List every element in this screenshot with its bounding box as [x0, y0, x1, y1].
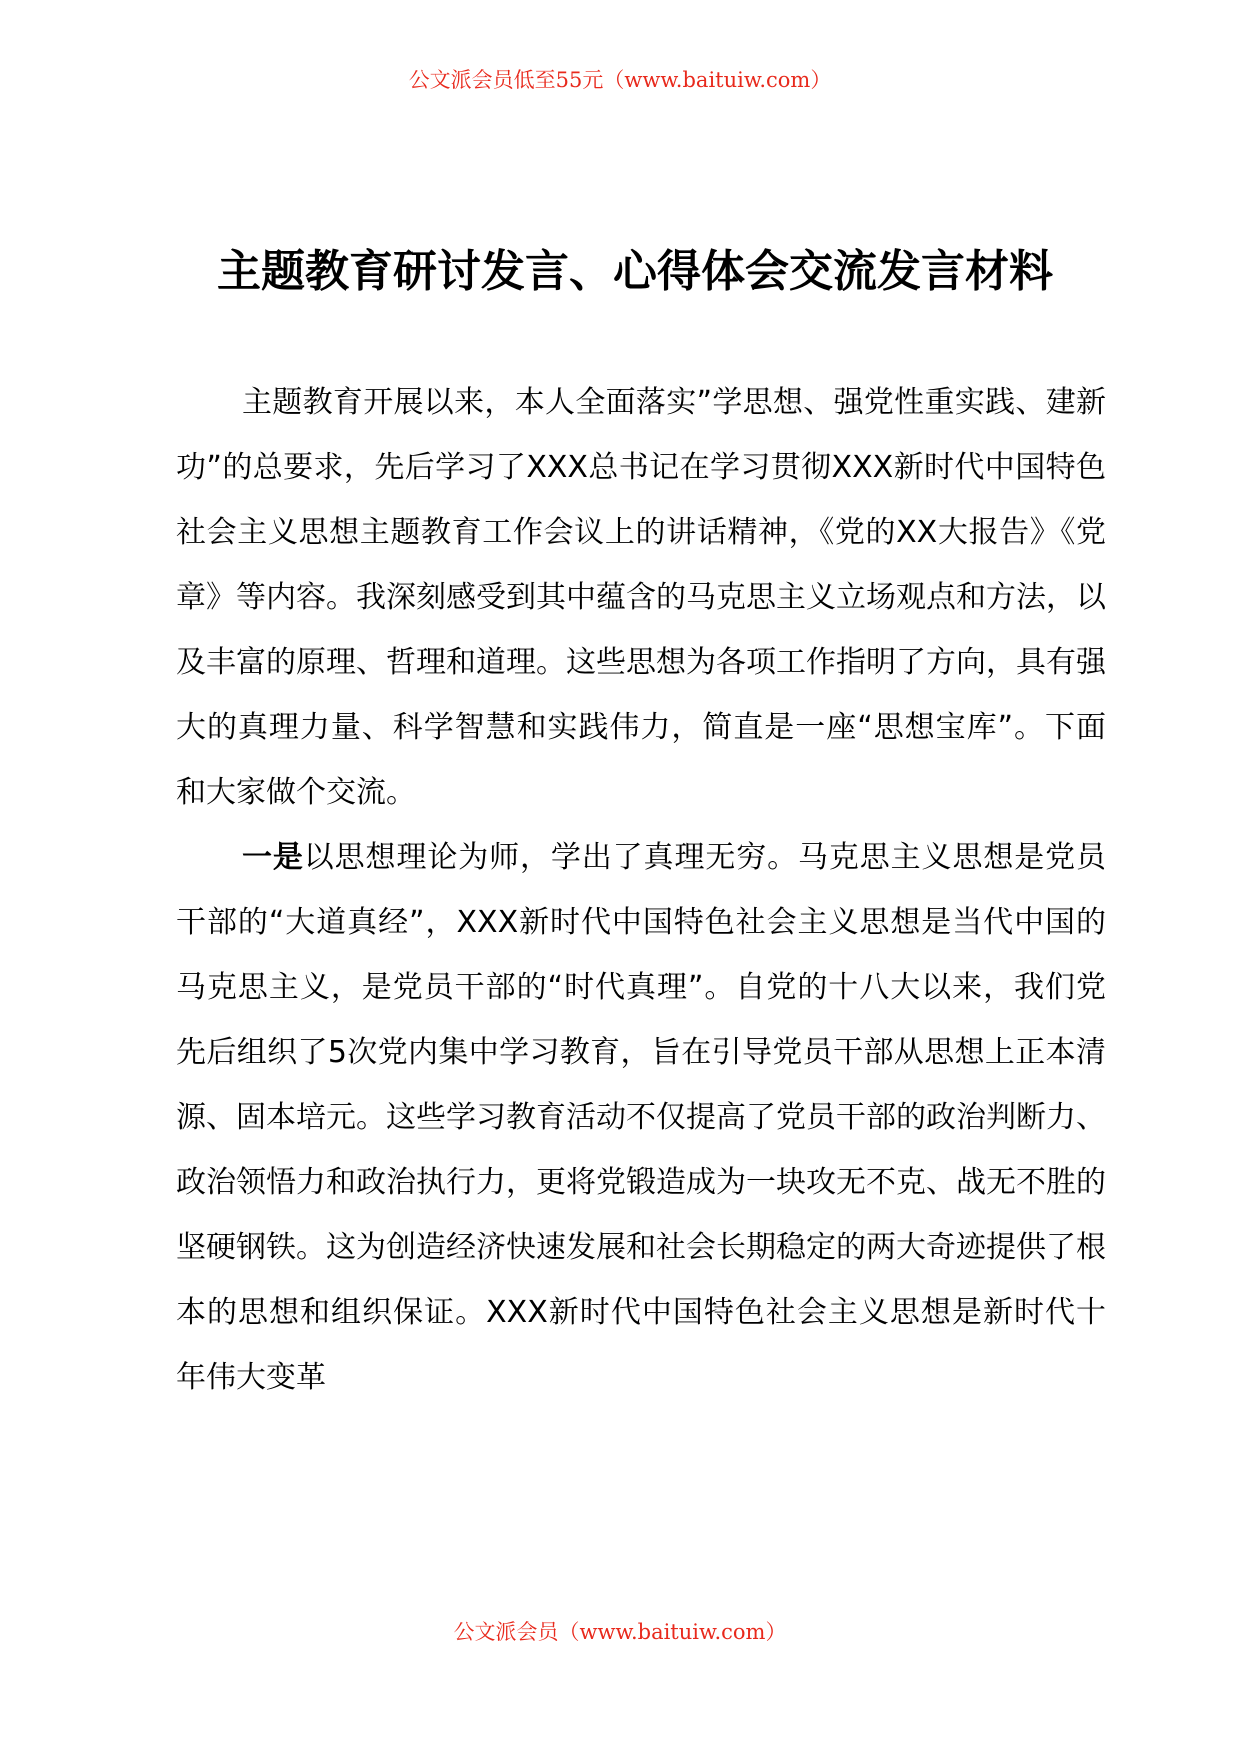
paragraph-intro	[176, 370, 1106, 825]
footer-promo-note: 公文派会员（www.baituiw.com）	[453, 1620, 787, 1644]
header-promo-note: 公文派会员低至55元（www.baituiw.com）	[408, 68, 832, 92]
paragraph-lead-label: 一是	[242, 840, 304, 875]
paragraph-intro-text: 主题教育开展以来，本人全面落实”学思想、强党性重实践、建新功”的总要求，先后学习了XXX总书记在学习贯彻XXX新时代中国特色社会主义思想主题教育工作会议上的讲话精神，《党的XX大报告》《党章》等内容。我深刻感受到其中蕴含的马克思主义立场观点和方法，以及丰富的原理、哲理和道理。这些思想为各项工作指明了方向，具有强大的真理力量、科学智慧和实践伟力，简直是一座“思想宝库”。下面和大家做个交流。	[176, 385, 1106, 810]
paragraph-point-one-text: 以思想理论为师，学出了真理无穷。马克思主义思想是党员干部的“大道真经”，XXX新时代中国特色社会主义思想是当代中国的马克思主义，是党员干部的“时代真理”。自党的十八大以来，我们党先后组织了5次党内集中学习教育，旨在引导党员干部从思想上正本清源、固本培元。这些学习教育活动不仅提高了党员干部的政治判断力、政治领悟力和政治执行力，更将党锻造成为一块攻无不克、战无不胜的坚硬钢铁。这为创造经济快速发展和社会长期稳定的两大奇迹提供了根本的思想和组织保证。XXX新时代中国特色社会主义思想是新时代十年伟大变革	[176, 840, 1107, 1395]
document-title: 主题教育研讨发言、心得体会交流发言材料	[217, 246, 1053, 297]
document-body	[176, 370, 1106, 1410]
paragraph-point-one	[176, 825, 1106, 1410]
